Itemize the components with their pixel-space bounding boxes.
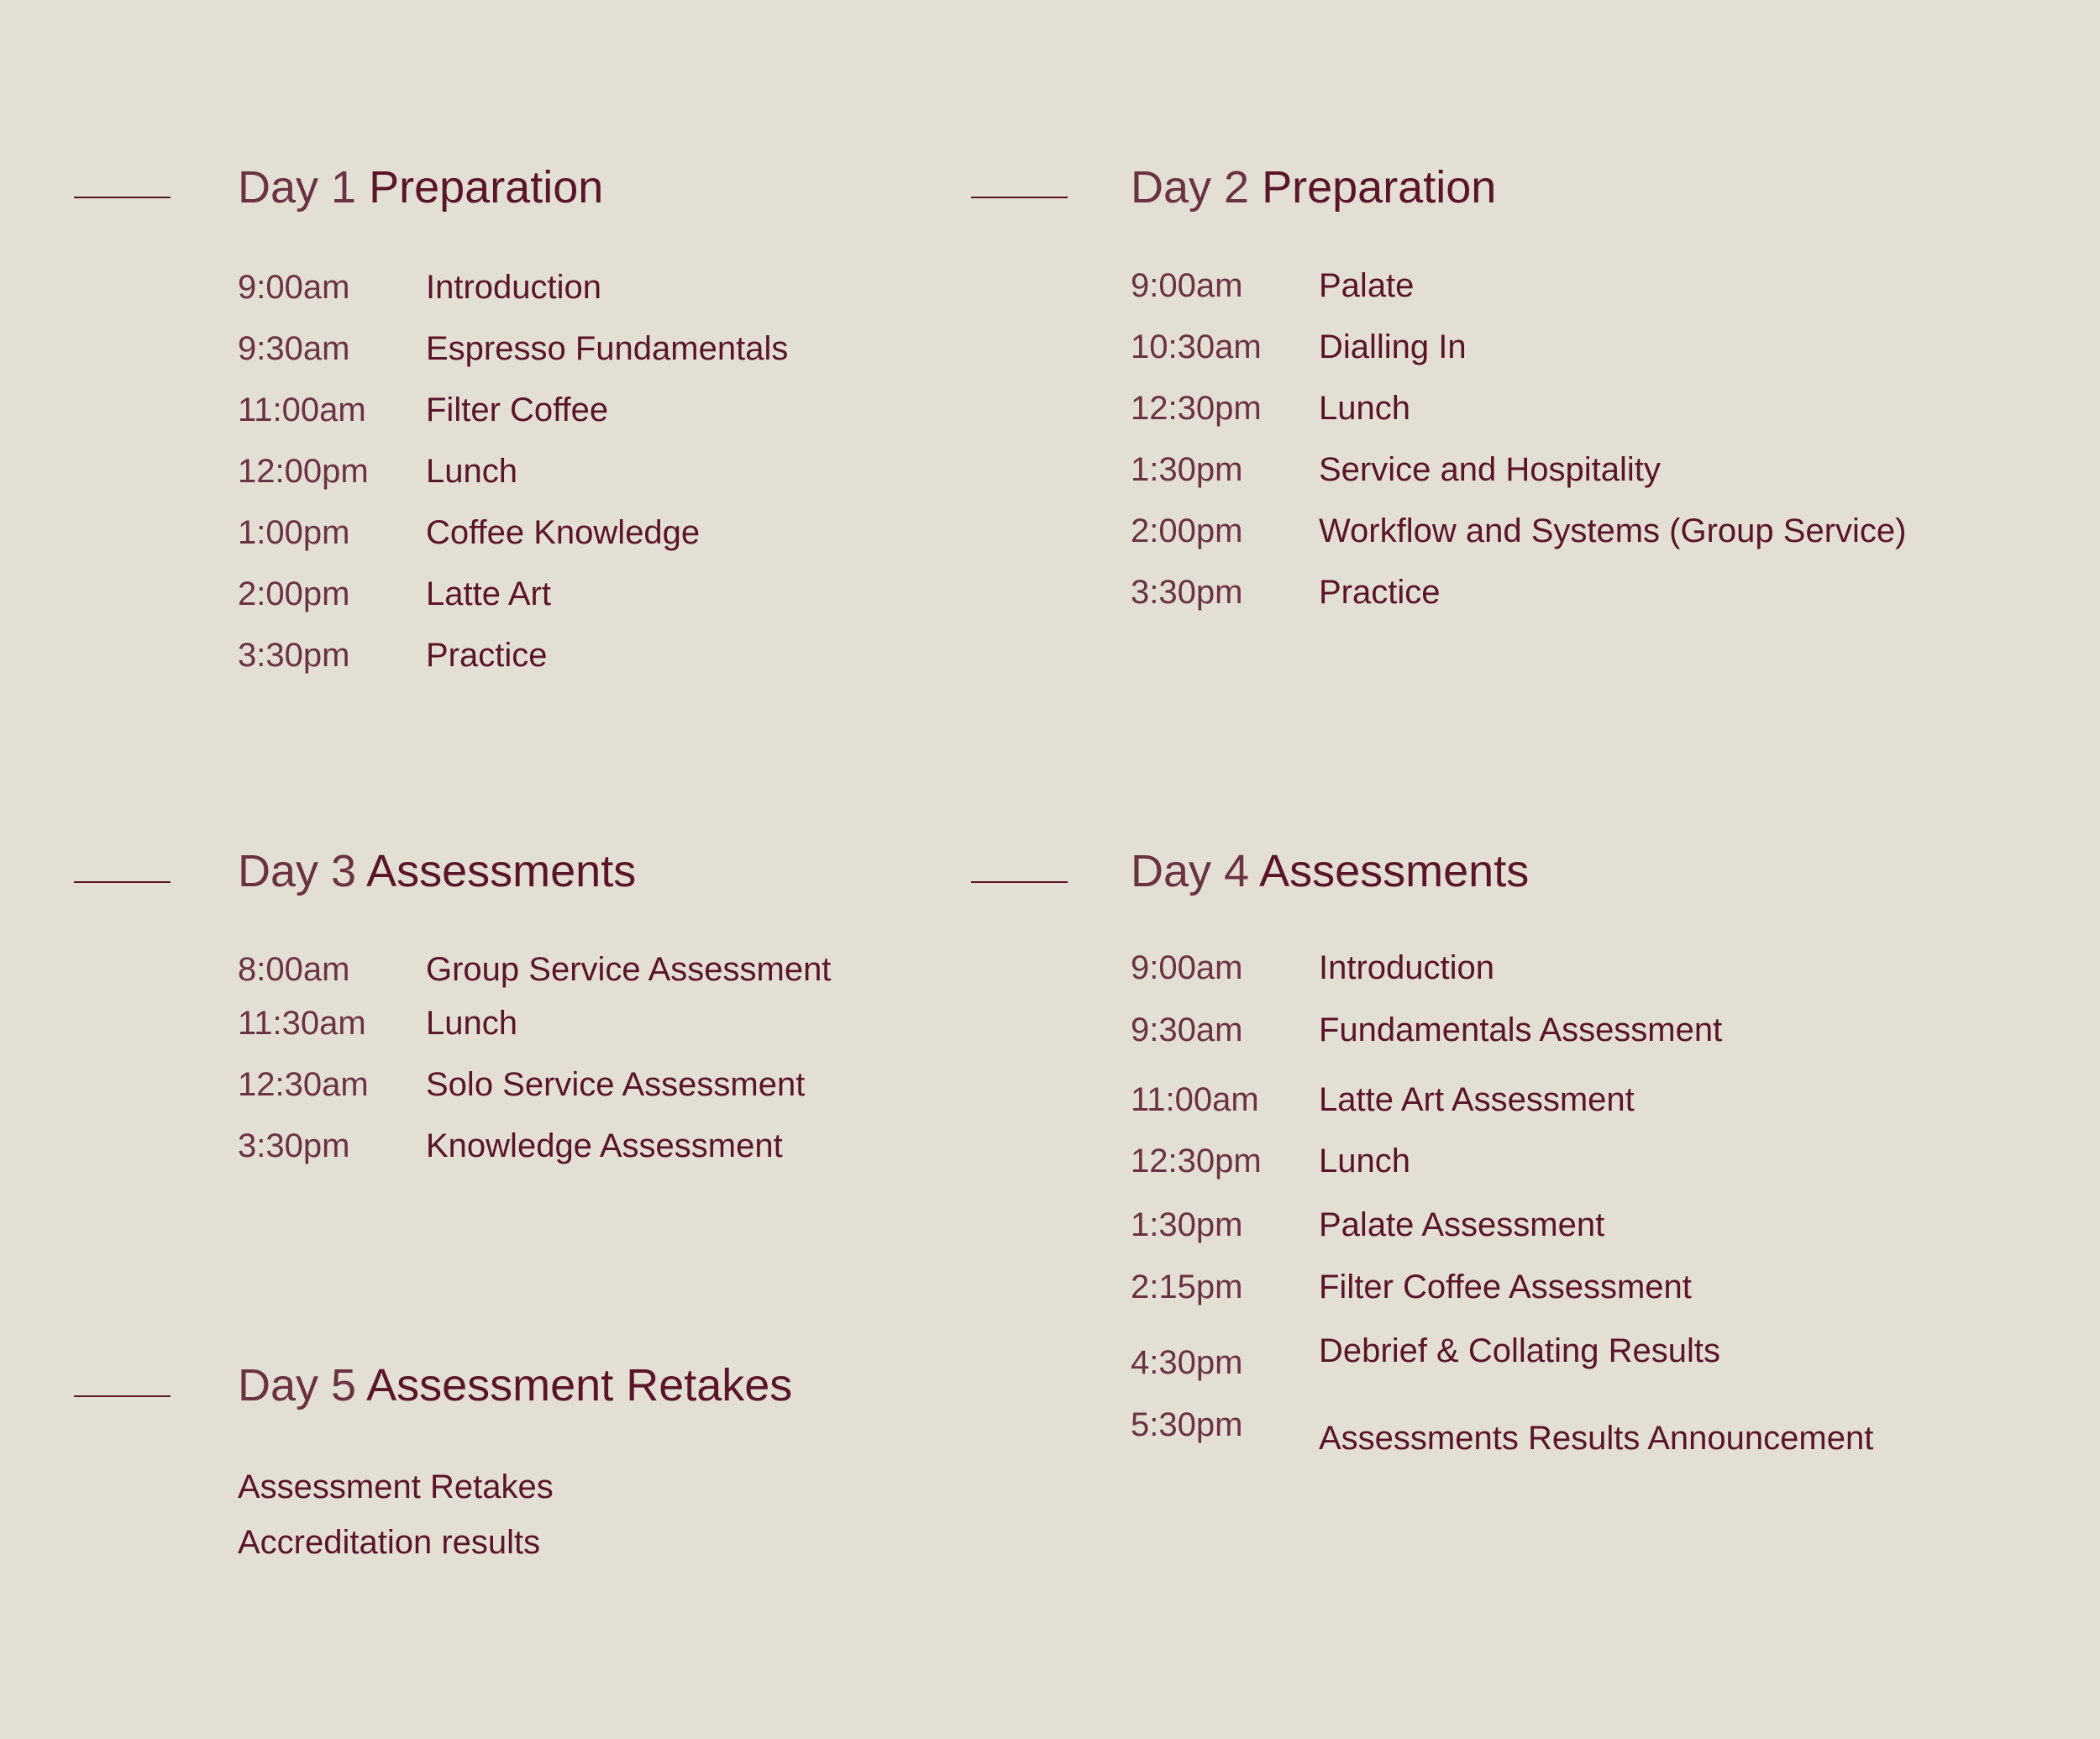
- schedule-time: 12:30pm: [1131, 1143, 1262, 1179]
- day-5-heading: [238, 1360, 793, 1411]
- schedule-time: 12:30pm: [1131, 390, 1262, 427]
- schedule-event: Solo Service Assessment: [426, 1066, 806, 1103]
- schedule-event: Introduction: [426, 269, 602, 306]
- schedule-event: Lunch: [1319, 390, 1410, 427]
- schedule-time: 3:30pm: [1131, 574, 1243, 611]
- schedule-event: Filter Coffee: [426, 391, 609, 428]
- schedule-event: Latte Art Assessment: [1319, 1081, 1635, 1118]
- schedule-event: Service and Hospitality: [1319, 451, 1661, 488]
- day-4-heading: [1131, 848, 1529, 894]
- schedule-event: Fundamentals Assessment: [1319, 1011, 1723, 1048]
- day-1-divider: [74, 197, 171, 198]
- schedule-event: Coffee Knowledge: [426, 514, 701, 551]
- schedule-time: 3:30pm: [238, 1127, 350, 1164]
- schedule-time: 4:30pm: [1131, 1344, 1243, 1381]
- schedule-event: Debrief & Collating Results: [1319, 1332, 1720, 1369]
- schedule-time: 11:00am: [238, 391, 366, 428]
- schedule-time: 9:00am: [1131, 949, 1243, 986]
- schedule-event: Filter Coffee Assessment: [1319, 1269, 1692, 1306]
- schedule-time: 11:30am: [238, 1005, 366, 1042]
- schedule-time: 12:00pm: [238, 453, 369, 490]
- day-2-title: Preparation: [1262, 162, 1497, 213]
- schedule-event: Accreditation results: [238, 1524, 541, 1561]
- schedule-event: Lunch: [426, 453, 517, 490]
- schedule-time: 3:30pm: [238, 637, 350, 674]
- schedule-time: 5:30pm: [1131, 1406, 1243, 1443]
- day-4-title: Assessments: [1259, 846, 1530, 896]
- schedule-event: Workflow and Systems (Group Service): [1319, 512, 1907, 549]
- schedule-time: 12:30am: [238, 1066, 369, 1103]
- schedule-time: 2:00pm: [1131, 512, 1243, 549]
- day-2-divider: [971, 197, 1068, 198]
- schedule-time: 9:30am: [1131, 1011, 1243, 1048]
- schedule-time: 1:00pm: [238, 514, 350, 551]
- schedule-event: Introduction: [1319, 949, 1495, 986]
- schedule-event: Espresso Fundamentals: [426, 330, 789, 367]
- schedule-event: Practice: [1319, 574, 1441, 611]
- day-3-divider: [74, 881, 171, 883]
- day-2-heading: [1131, 162, 1497, 213]
- day-4-number: Day 4: [1131, 846, 1250, 896]
- schedule-time: 1:30pm: [1131, 451, 1243, 488]
- schedule-time: 2:00pm: [238, 575, 350, 612]
- schedule-time: 9:00am: [1131, 267, 1243, 304]
- schedule-event: Assessments Results Announcement: [1319, 1420, 1874, 1457]
- day-5-number: Day 5: [238, 1360, 357, 1411]
- day-4-divider: [971, 881, 1068, 883]
- schedule-event: Group Service Assessment: [426, 951, 832, 988]
- day-3-heading: [238, 848, 636, 894]
- day-1-heading: [238, 162, 604, 213]
- schedule-event: Lunch: [426, 1005, 517, 1042]
- schedule-event: Palate Assessment: [1319, 1206, 1605, 1243]
- schedule-time: 11:00am: [1131, 1081, 1259, 1118]
- schedule-event: Assessment Retakes: [238, 1468, 554, 1505]
- schedule-event: Knowledge Assessment: [426, 1127, 783, 1164]
- schedule-time: 9:00am: [238, 269, 350, 306]
- day-5-title: Assessment Retakes: [366, 1360, 793, 1411]
- schedule-time: 2:15pm: [1131, 1269, 1243, 1306]
- schedule-event: Latte Art: [426, 575, 551, 612]
- day-3-title: Assessments: [366, 846, 637, 896]
- schedule-time: 9:30am: [238, 330, 350, 367]
- schedule-time: 1:30pm: [1131, 1206, 1243, 1243]
- schedule-event: Dialling In: [1319, 328, 1467, 365]
- schedule-event: Practice: [426, 637, 548, 674]
- day-5-divider: [74, 1395, 171, 1397]
- schedule-time: 10:30am: [1131, 328, 1262, 365]
- day-3-number: Day 3: [238, 846, 357, 896]
- schedule-time: 8:00am: [238, 951, 350, 988]
- day-1-number: Day 1: [238, 162, 357, 213]
- schedule-event: Lunch: [1319, 1143, 1410, 1179]
- schedule-event: Palate: [1319, 267, 1415, 304]
- day-1-title: Preparation: [369, 162, 604, 213]
- day-2-number: Day 2: [1131, 162, 1250, 213]
